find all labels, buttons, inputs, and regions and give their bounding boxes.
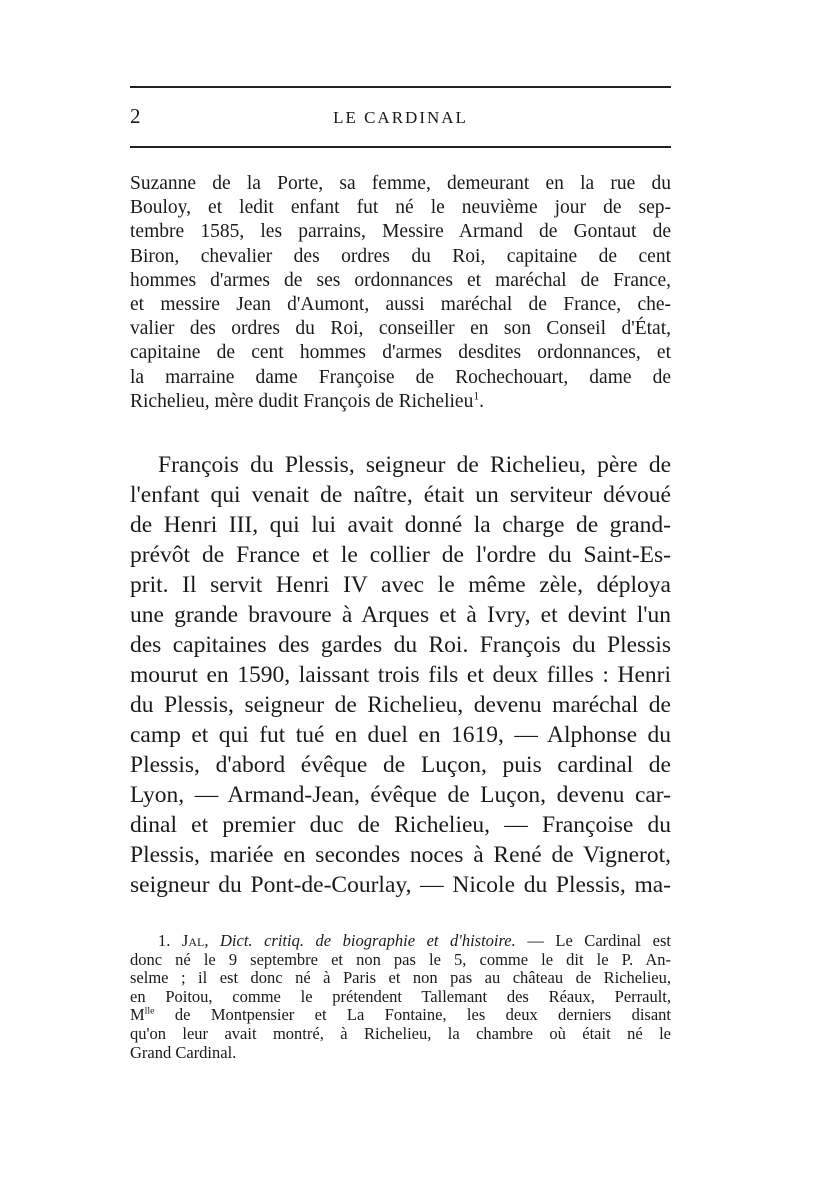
text-line: François du Plessis, seigneur de Richelieu, père de <box>158 452 671 478</box>
footnote-author-punct: , <box>204 931 209 950</box>
book-page <box>130 0 671 1191</box>
text-line: l'enfant qui venait de naître, était un serviteur dévoué <box>130 482 671 508</box>
page-number: 2 <box>130 104 141 128</box>
text-line: mourut en 1590, laissant trois fils et deux filles : Henri <box>130 662 671 688</box>
text-line-last-end: . <box>479 390 485 412</box>
footnote <box>130 932 671 1062</box>
footnote-work-title: Dict. critiq. de biographie et d'histoire. <box>220 931 516 950</box>
footnote-mlle-rest: de Montpensier et La Fontaine, les deux derniers disant <box>154 1005 671 1025</box>
header-bottom-rule <box>130 146 671 148</box>
header-top-rule <box>130 86 671 88</box>
text-line: valier des ordres du Roi, conseiller en son Conseil d'État, <box>130 318 671 340</box>
text-line: et messire Jean d'Aumont, aussi maréchal de France, che- <box>130 294 671 316</box>
footnote-line-last: Grand Cardinal. <box>130 1042 237 1062</box>
footnote-line: selme ; il est donc né à Paris et non pas au château de Richelieu, <box>130 968 671 988</box>
text-line: prit. Il servit Henri IV avec le même zèle, déploya <box>130 572 671 598</box>
running-title: LE CARDINAL <box>333 108 468 127</box>
text-line: camp et qui fut tué en duel en 1619, — Alphonse du <box>130 722 671 748</box>
footnote-author: Jal <box>181 931 205 950</box>
footnote-reference: 1 <box>473 389 480 403</box>
text-line: Plessis, mariée en secondes noces à René de Vignerot, <box>130 842 671 868</box>
text-line: tembre 1585, les parrains, Messire Armand de Gontaut de <box>130 221 671 243</box>
footnote-mlle-sup: lle <box>144 1005 155 1017</box>
footnote-line <box>130 1006 671 1025</box>
footnote-mlle-prefix: M <box>130 1005 145 1025</box>
text-line: Bouloy, et ledit enfant fut né le neuvième jour de sep- <box>130 197 671 219</box>
paragraph-baptism-record <box>130 172 671 414</box>
text-line: du Plessis, seigneur de Richelieu, devenu maréchal de <box>130 692 671 718</box>
text-line: hommes d'armes de ses ordonnances et maréchal de France, <box>130 269 671 291</box>
footnote-line: en Poitou, comme le prétendent Tallemant des Réaux, Perrault, <box>130 986 671 1006</box>
text-line: seigneur du Pont-de-Courlay, — Nicole du Plessis, ma- <box>130 872 671 898</box>
text-line-last-text: Richelieu, mère dudit François de Richelieu <box>130 390 474 412</box>
text-line: de Henri III, qui lui avait donné la charge de grand- <box>130 512 671 538</box>
text-line: Biron, chevalier des ordres du Roi, capitaine de cent <box>130 245 671 267</box>
footnote-line: qu'on leur avait montré, à Richelieu, la chambre où était né le <box>130 1023 671 1043</box>
text-line: capitaine de cent hommes d'armes desdites ordonnances, et <box>130 342 671 364</box>
text-line: Lyon, — Armand-Jean, évêque de Luçon, devenu car- <box>130 782 671 808</box>
text-line: une grande bravoure à Arques et à Ivry, et devint l'un <box>130 602 671 628</box>
text-line: la marraine dame Françoise de Rochechouart, dame de <box>130 366 671 388</box>
footnote-line: donc né le 9 septembre et non pas le 5, comme le dit le P. An- <box>130 949 671 969</box>
footnote-first-line-rest: — Le Cardinal est <box>515 931 671 950</box>
paragraph-family <box>130 450 671 900</box>
text-line: des capitaines des gardes du Roi. François du Plessis <box>130 632 671 658</box>
text-line: Plessis, d'abord évêque de Luçon, puis cardinal de <box>130 752 671 778</box>
text-line: Suzanne de la Porte, sa femme, demeurant en la rue du <box>130 173 671 194</box>
text-line-last <box>130 390 671 414</box>
text-line: dinal et premier duc de Richelieu, — Françoise du <box>130 812 671 838</box>
footnote-number: 1. <box>158 931 171 950</box>
footnote-line <box>130 932 671 951</box>
text-line: prévôt de France et le collier de l'ordre du Saint-Es- <box>130 542 671 568</box>
page-header <box>130 102 671 132</box>
